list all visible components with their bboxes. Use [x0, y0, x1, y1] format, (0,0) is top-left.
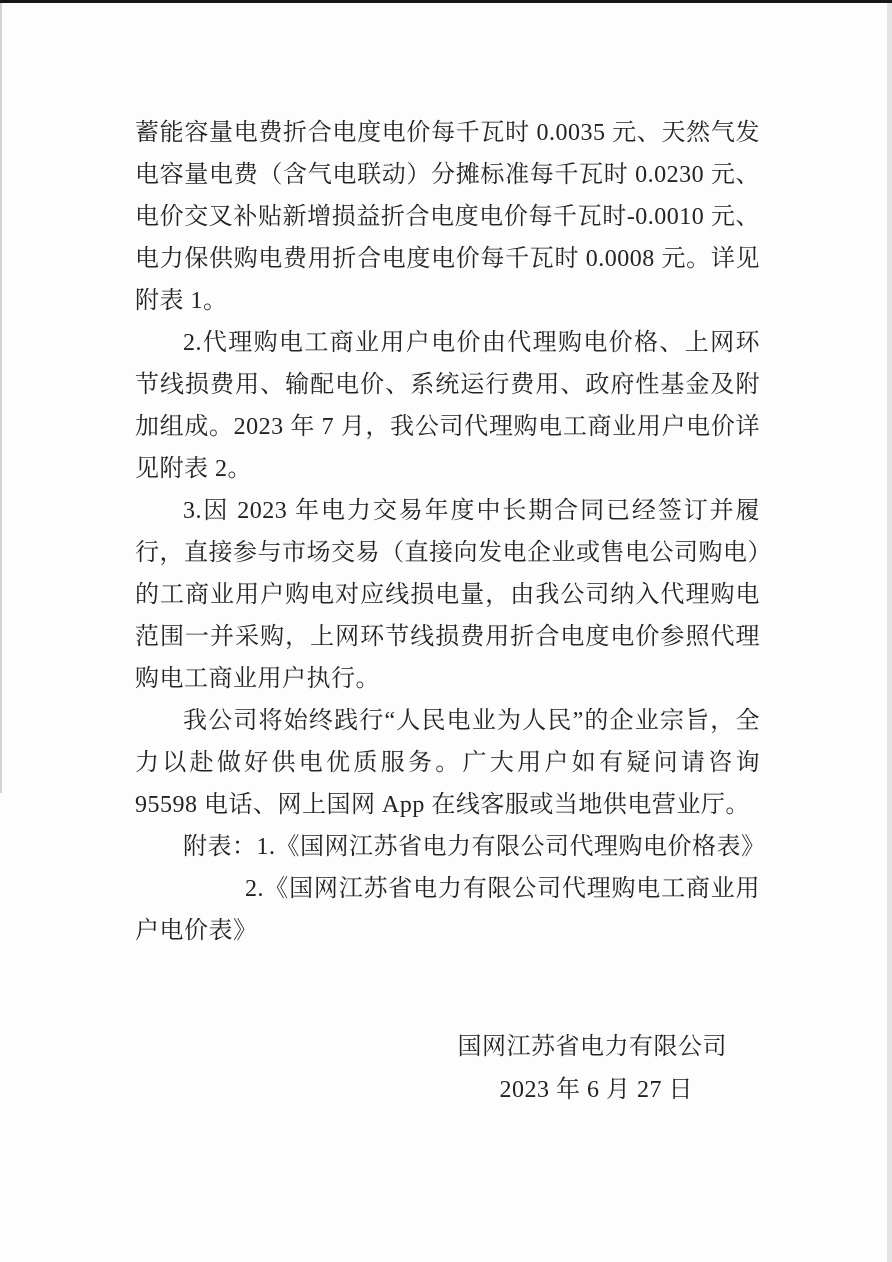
document-body — [135, 112, 766, 952]
paragraph-item-3-market-trading: 3.因 2023 年电力交易年度中长期合同已经签订并履行，直接参与市场交易（直接向发电企业或售电公司购电）的工商业用户购电对应线损电量，由我公司纳入代理购电范围一并采购，上网环节线损费用折合电度电价参照代理购电工商业用户执行。 — [135, 498, 760, 692]
scan-artifact-right-strip — [887, 3, 892, 1262]
scan-artifact-top-strip — [0, 0, 892, 3]
signature-date: 2023 年 6 月 27 日 — [499, 1077, 693, 1103]
paragraph-closing-service-pledge: 我公司将始终践行“人民电业为人民”的企业宗旨，全力以赴做好供电优质服务。广大用户如有疑问请咨询 95598 电话、网上国网 App 在线客服或当地供电营业厅。 — [135, 708, 760, 818]
signature-company-name: 国网江苏省电力有限公司 — [457, 1034, 727, 1060]
attachment-list-item-1: 附表：1.《国网江苏省电力有限公司代理购电价格表》 — [183, 834, 766, 860]
attachment-list-item-2: 2.《国网江苏省电力有限公司代理购电工商业用户电价表》 — [135, 876, 760, 944]
paragraph-continuation-pricing-details: 蓄能容量电费折合电度电价每千瓦时 0.0035 元、天然气发电容量电费（含气电联动）分摊标准每千瓦时 0.0230 元、电价交叉补贴新增损益折合电度电价每千瓦时-0.0010 元、电力保供购电费用折合电度电价每千瓦时 0.0008 元。详见附表 1。 — [135, 120, 760, 314]
scan-artifact-left-strip — [0, 3, 2, 793]
paragraph-item-2-price-composition: 2.代理购电工商业用户电价由代理购电价格、上网环节线损费用、输配电价、系统运行费用、政府性基金及附加组成。2023 年 7 月，我公司代理购电工商业用户电价详见附表 2。 — [135, 330, 760, 482]
